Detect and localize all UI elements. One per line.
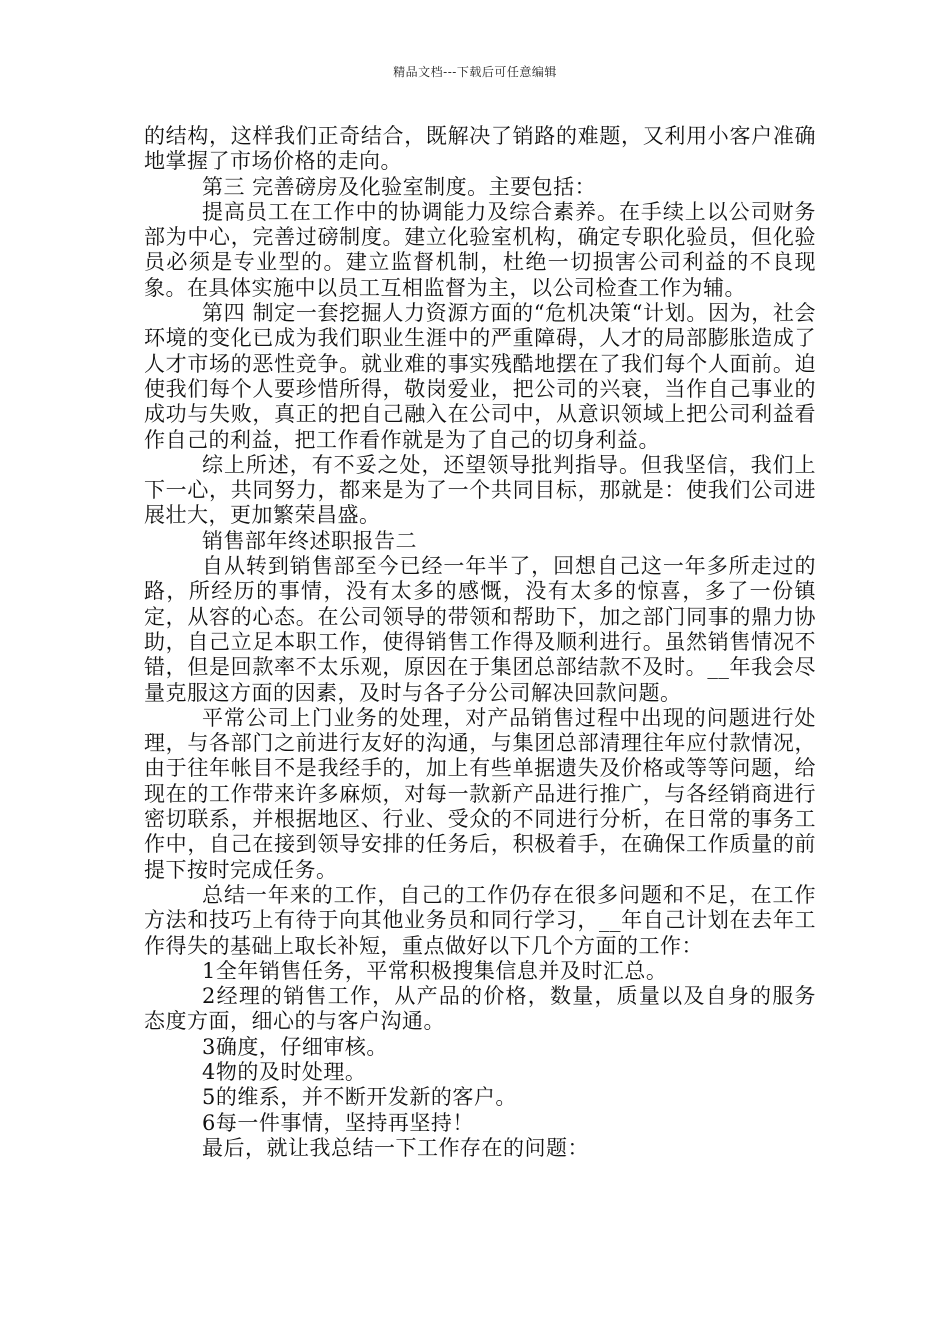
section-title-report-two: 销售部年终述职报告二 xyxy=(202,528,417,553)
list-item-5: 5的维系，并不断开发新的客户。 xyxy=(202,1085,517,1110)
paragraph-daily-business: 平常公司上门业务的处理，对产品销售过程中出现的问题进行处理，与各部门之前进行友好的沟通，与集团总部清理往年应付款情况，由于往年帐目不是我经手的，加上有些单据遗失及价格或等等问题，给现在的工作带来许多麻烦，对每一款新产品进行推广，与各经销商进行密切联系，并根据地区、行业、受众的不同进行分析，在日常的事务工作中，自己在接到领导安排的任务后，积极着手，在确保工作质量的前提下按时完成任务。 xyxy=(144,705,816,882)
paragraph-year-summary: 总结一年来的工作，自己的工作仍存在很多问题和不足，在工作方法和技巧上有待于向其他业务员和同行学习，__年自己计划在去年工作得失的基础上取长补短，重点做好以下几个方面的工作： xyxy=(144,882,816,958)
list-item-3: 3确度，仔细审核。 xyxy=(202,1034,388,1059)
paragraph-intro-report-two: 自从转到销售部至今已经一年半了，回想自己这一年多所走过的路，所经历的事情，没有太多的感慨，没有太多的惊喜，多了一份镇定，从容的心态。在公司领导的带领和帮助下，加之部门同事的鼎力协助，自己立足本职工作，使得销售工作得及顺利进行。虽然销售情况不错，但是回款率不太乐观，原因在于集团总部结款不及时。__年我会尽量克服这方面的因素，及时与各子分公司解决回款问题。 xyxy=(144,554,816,705)
paragraph-structure-conclusion: 的结构，这样我们正奇结合，既解决了销路的难题，又利用小客户准确地掌握了市场价格的走向。 xyxy=(144,124,816,174)
list-item-6: 6每一件事情，坚持再坚持！ xyxy=(202,1110,474,1135)
page-header: 精品文档---下载后可任意编辑 xyxy=(393,65,557,79)
paragraph-third-detail: 提高员工在工作中的协调能力及综合素养。在手续上以公司财务部为中心，完善过磅制度。建立化验室机构，确定专职化验员，但化验员必须是专业型的。建立监督机制，杜绝一切损害公司利益的不良现象。在具体实施中以员工互相监督为主，以公司检查工作为辅。 xyxy=(144,199,816,300)
document-body xyxy=(144,124,816,1161)
paragraph-summary: 综上所述，有不妥之处，还望领导批判指导。但我坚信，我们上下一心，共同努力，都来是为了一个共同目标，那就是：使我们公司进展壮大，更加繁荣昌盛。 xyxy=(144,452,816,528)
list-item-4: 4物的及时处理。 xyxy=(202,1059,367,1084)
paragraph-fourth-point: 第四 制定一套挖掘人力资源方面的“危机决策“计划。因为，社会环境的变化已成为我们职业生涯中的严重障碍，人才的局部膨胀造成了人才市场的恶性竞争。就业难的事实残酷地摆在了我们每个人面前。迫使我们每个人要珍惜所得，敬岗爱业，把公司的兴衰，当作自己事业的成功与失败，真正的把自己融入在公司中，从意识领域上把公司利益看作自己的利益，把工作看作就是为了自己的切身利益。 xyxy=(144,301,816,452)
paragraph-final: 最后，就让我总结一下工作存在的问题： xyxy=(202,1135,589,1160)
list-item-1: 1全年销售任务，平常积极搜集信息并及时汇总。 xyxy=(202,958,668,983)
paragraph-third-heading: 第三 完善磅房及化验室制度。主要包括： xyxy=(202,174,597,199)
list-item-2: 2经理的销售工作，从产品的价格，数量，质量以及自身的服务态度方面，细心的与客户沟通。 xyxy=(144,984,816,1034)
